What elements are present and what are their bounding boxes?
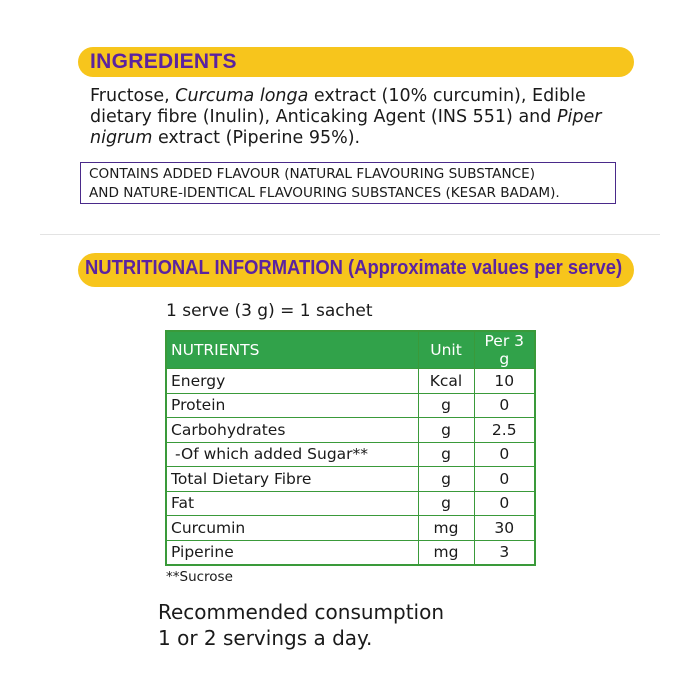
table-row <box>166 491 535 516</box>
table-row <box>166 540 535 565</box>
nutrient-name: Protein <box>166 393 418 418</box>
ingredients-text-part: extract (10% curcumin), Edible dietary fibre (Inulin), Anticaking Agent (INS 551) and <box>90 86 586 127</box>
nutrient-name: Total Dietary Fibre <box>166 467 418 492</box>
nutrient-value: 3 <box>474 540 535 565</box>
nutrient-unit: g <box>418 393 474 418</box>
nutrient-unit: mg <box>418 516 474 541</box>
nutrition-table <box>165 330 536 566</box>
ingredients-title: INGREDIENTS <box>90 50 237 73</box>
table-row <box>166 442 535 467</box>
nutrient-value: 2.5 <box>474 418 535 443</box>
flavour-notice-line: AND NATURE-IDENTICAL FLAVOURING SUBSTANCES (KESAR BADAM). <box>89 185 560 201</box>
table-row <box>166 467 535 492</box>
nutrient-unit: g <box>418 442 474 467</box>
nutrient-name: -Of which added Sugar** <box>166 442 418 467</box>
nutrient-name: Fat <box>166 491 418 516</box>
nutrient-unit: g <box>418 418 474 443</box>
flavour-notice-box <box>80 162 616 204</box>
nutrient-unit: g <box>418 491 474 516</box>
nutrient-name: Carbohydrates <box>166 418 418 443</box>
section-divider <box>40 234 660 235</box>
ingredients-text <box>90 86 630 149</box>
nutrient-value: 30 <box>474 516 535 541</box>
table-row <box>166 369 535 394</box>
table-row <box>166 516 535 541</box>
flavour-notice-line: CONTAINS ADDED FLAVOUR (NATURAL FLAVOURING SUBSTANCE) <box>89 166 536 182</box>
nutrient-name: Energy <box>166 369 418 394</box>
serve-size: 1 serve (3 g) = 1 sachet <box>166 301 373 321</box>
nutrient-unit: g <box>418 467 474 492</box>
nutrient-name: Curcumin <box>166 516 418 541</box>
table-row <box>166 393 535 418</box>
nutrient-value: 0 <box>474 393 535 418</box>
nutrition-table-header <box>166 331 535 369</box>
ingredients-text-italic: Curcuma longa <box>175 86 309 106</box>
table-row <box>166 418 535 443</box>
nutrient-value: 0 <box>474 467 535 492</box>
recommendation-line: Recommended consumption <box>158 600 445 624</box>
ingredients-text-italic: Piper nigrum <box>90 107 602 148</box>
nutrient-unit: Kcal <box>418 369 474 394</box>
nutrient-value: 10 <box>474 369 535 394</box>
header-unit: Unit <box>418 331 474 369</box>
nutrient-value: 0 <box>474 442 535 467</box>
nutrition-title: NUTRITIONAL INFORMATION (Approximate values per serve) <box>85 257 623 279</box>
nutrient-unit: mg <box>418 540 474 565</box>
recommended-consumption <box>158 599 444 651</box>
nutrient-name: Piperine <box>166 540 418 565</box>
recommendation-line: 1 or 2 servings a day. <box>158 626 373 650</box>
header-nutrients: NUTRIENTS <box>166 331 418 369</box>
sucrose-footnote: **Sucrose <box>166 569 233 585</box>
nutrient-value: 0 <box>474 491 535 516</box>
ingredients-text-part: extract (Piperine 95%). <box>152 128 361 148</box>
header-per-serve: Per 3 g <box>474 331 535 369</box>
ingredients-text-part: Fructose, <box>90 86 176 106</box>
